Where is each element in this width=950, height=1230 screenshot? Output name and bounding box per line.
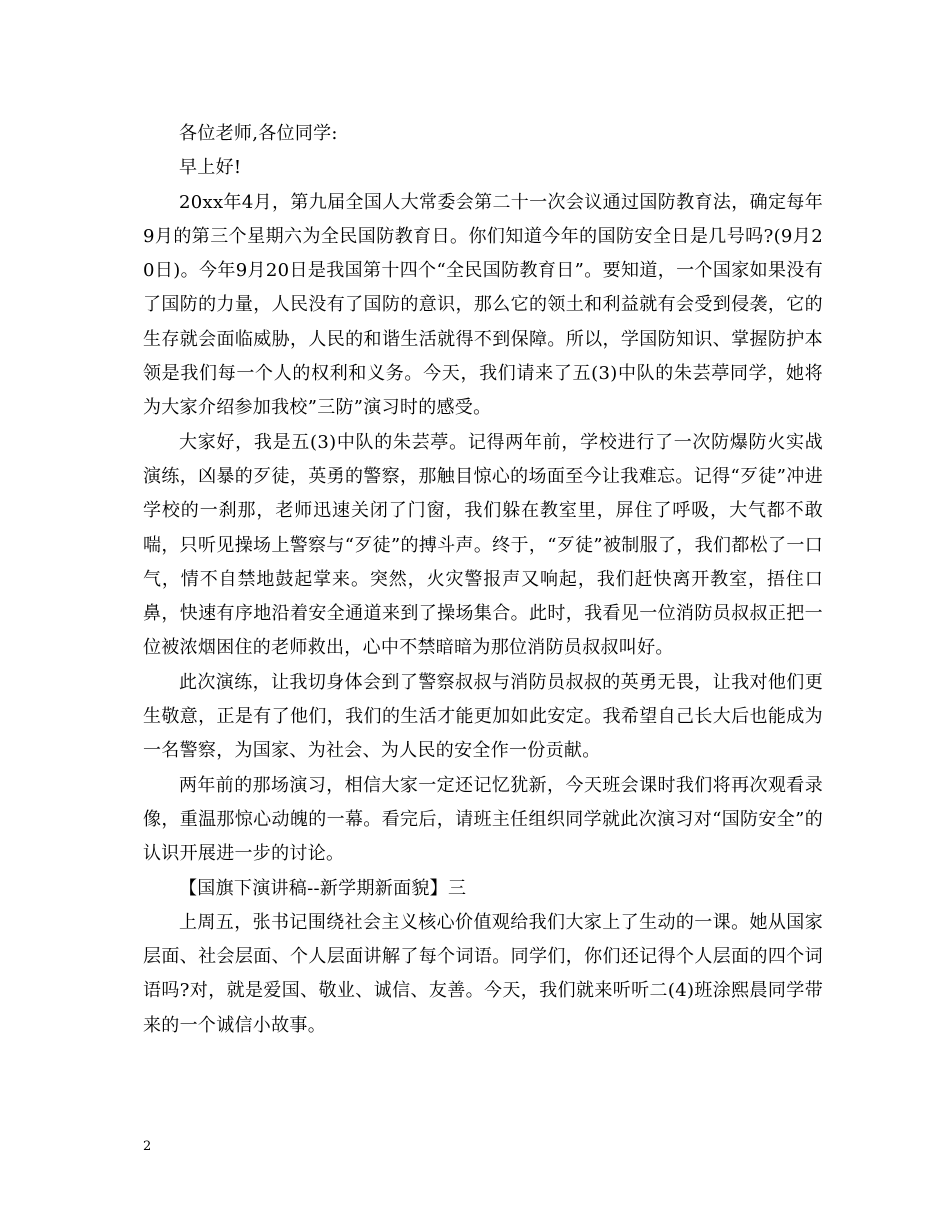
paragraph-core-values: 上周五，张书记围绕社会主义核心价值观给我们大家上了生动的一课。她从国家层面、社会层面、个人层面讲解了每个词语。同学们，你们还记得个人层面的四个词语吗?对，就是爱国、敬业、诚信、友善。今天，我们就来听听二(4)班涂熙晨同学带来的一个诚信小故事。 [143, 911, 823, 1036]
greeting: 早上好! [179, 157, 242, 179]
paragraph-reflection: 此次演练，让我切身体会到了警察叔叔与消防员叔叔的英勇无畏，让我对他们更生敬意，正是有了他们，我们的生活才能更加如此安定。我希望自己长大后也能成为一名警察，为国家、为社会、为人民的安全作一份贡献。 [143, 671, 823, 762]
paragraph-defense-day: 20xx年4月，第九届全国人大常委会第二十一次会议通过国防教育法，确定每年9月的第三个星期六为全民国防教育日。你们知道今年的国防安全日是几号吗?(9月20日)。今年9月20日是我国第十四个“全民国防教育日”。要知道，一个国家如果没有了国防的力量，人民没有了国防的意识，那么它的领土和利益就有会受到侵袭，它的生存就会面临威胁，人民的和谐生活就得不到保障。所以，学国防知识、掌握防护本领是我们每一个人的权利和义务。今天，我们请来了五(3)中队的朱芸葶同学，她将为大家介绍参加我校”三防”演习时的感受。 [143, 191, 823, 419]
section-heading: 【国旗下演讲稿--新学期新面貌】三 [179, 877, 467, 899]
salutation: 各位老师,各位同学: [179, 123, 338, 144]
page-number: 2 [143, 1139, 152, 1154]
document-body [143, 117, 823, 1043]
paragraph-drill-memory: 大家好，我是五(3)中队的朱芸葶。记得两年前，学校进行了一次防爆防火实战演练，凶暴的歹徒，英勇的警察，那触目惊心的场面至今让我难忘。记得“歹徒”冲进学校的一刹那，老师迅速关闭了门窗，我们躲在教室里，屏住了呼吸，大气都不敢喘，只听见操场上警察与“歹徒”的搏斗声。终于，“歹徒”被制服了，我们都松了一口气，情不自禁地鼓起掌来。突然，火灾警报声又响起，我们赶快离开教室，捂住口鼻，快速有序地沿着安全通道来到了操场集合。此时，我看见一位消防员叔叔正把一位被浓烟困住的老师救出，心中不禁暗暗为那位消防员叔叔叫好。 [143, 431, 823, 659]
paragraph-discussion: 两年前的那场演习，相信大家一定还记忆犹新，今天班会课时我们将再次观看录像，重温那惊心动魄的一幕。看完后，请班主任组织同学就此次演习对“国防安全”的认识开展进一步的讨论。 [143, 774, 823, 865]
